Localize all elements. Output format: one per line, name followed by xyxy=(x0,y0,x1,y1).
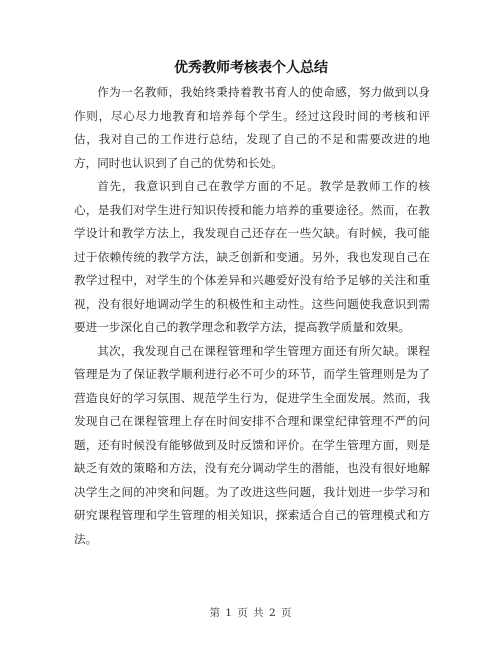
paragraph-management: 其次，我发现自己在课程管理和学生管理方面还有所欠缺。课程管理是为了保证教学顺利进行必不可少的环节，而学生管理则是为了营造良好的学习氛围、规范学生行为，促进学生全面发展。然而，我发现自己在课程管理上存在时间安排不合理和课堂纪律管理不严的问题，还有时候没有能够做到及时反馈和评价。在学生管理方面，则是缺乏有效的策略和方法，没有充分调动学生的潜能，也没有很好地解决学生之间的冲突和问题。为了改进这些问题，我计划进一步学习和研究课程管理和学生管理的相关知识，探索适合自己的管理模式和方法。 xyxy=(74,343,430,546)
page-number-footer: 第 1 页 共 2 页 xyxy=(209,607,293,619)
paragraph-intro: 作为一名教师，我始终秉持着教书育人的使命感，努力做到以身作则，尽心尽力地教育和培养每个学生。经过这段时间的考核和评估，我对自己的工作进行总结，发现了自己的不足和需要改进的地方，同时也认识到了自己的优势和长处。 xyxy=(74,85,430,170)
paragraph-teaching: 首先，我意识到自己在教学方面的不足。教学是教师工作的核心，是我们对学生进行知识传授和能力培养的重要途径。然而，在教学设计和教学方法上，我发现自己还存在一些欠缺。有时候，我可能过于依赖传统的教学方法，缺乏创新和变通。另外，我也发现自己在教学过程中，对学生的个体差异和兴趣爱好没有给予足够的关注和重视，没有很好地调动学生的积极性和主动性。这些问题使我意识到需要进一步深化自己的教学理念和教学方法，提高教学质量和效果。 xyxy=(74,179,430,334)
document-body xyxy=(74,81,430,551)
document-title: 优秀教师考核表个人总结 xyxy=(174,60,328,76)
